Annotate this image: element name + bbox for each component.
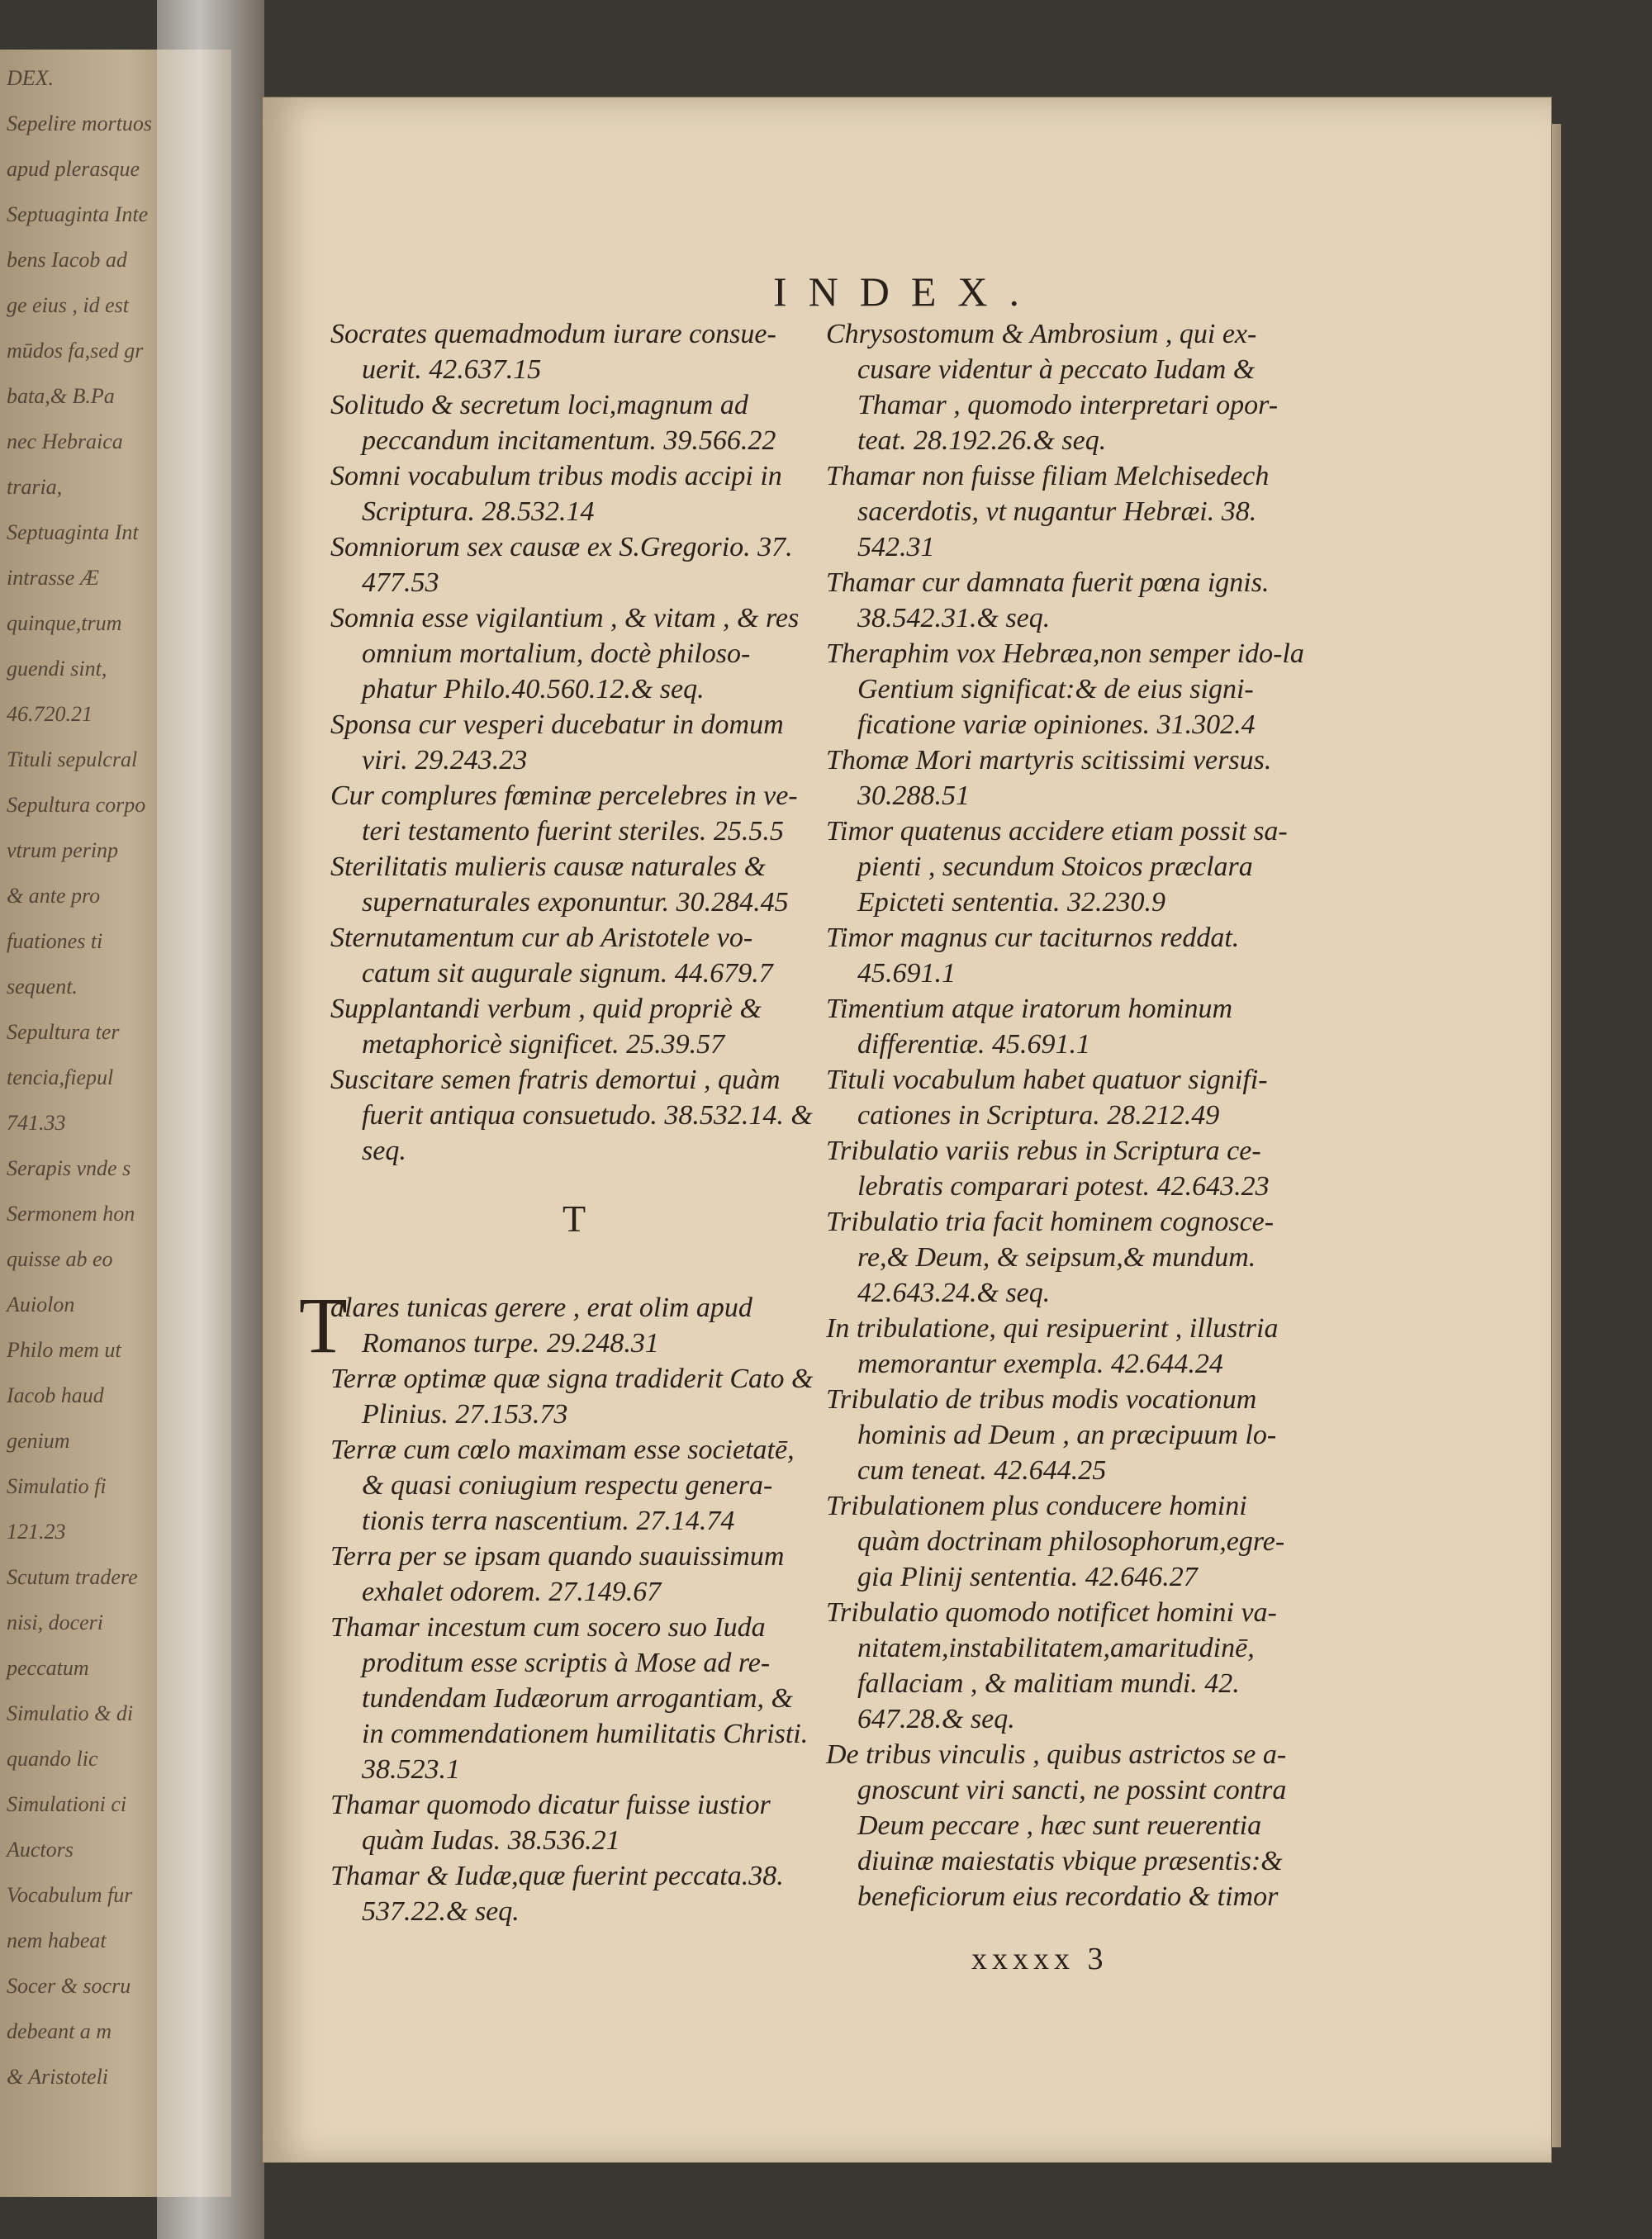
- index-entry: Timor quatenus accidere etiam possit sa-pienti , secundum Stoicos præclara Epicteti sententia. 32.230.9: [826, 816, 1288, 918]
- index-entry: Tribulatio variis rebus in Scriptura ce-lebratis comparari potest. 42.643.23: [826, 1136, 1270, 1202]
- left-page-fragment: Simulatio fi: [7, 1474, 107, 1498]
- index-entry: Somnia esse vigilantium , & vitam , & res omnium mortalium, doctè philoso-phatur Philo.40.560.12.& seq.: [330, 603, 800, 704]
- left-page-fragment: Socer & socru: [7, 1974, 131, 1998]
- left-page-fragment: mūdos fa,sed gr: [7, 339, 144, 363]
- index-entry: Terra per se ipsam quando suauissimum exhalet odorem. 27.149.67: [330, 1541, 785, 1607]
- index-entry: Somni vocabulum tribus modis accipi in Scriptura. 28.532.14: [330, 461, 782, 527]
- index-entry: Thomæ Mori martyris scitissimi versus. 30.288.51: [826, 745, 1272, 811]
- left-page-fragment: bens Iacob ad: [7, 248, 127, 272]
- left-page-fragment: Serapis vnde s: [7, 1156, 131, 1180]
- index-entry: Tribulatio quomodo notificet homini va-nitatem,instabilitatem,amaritudinē, fallaciam , & malitiam mundi. 42. 647.28.& seq.: [826, 1597, 1277, 1734]
- left-page-fragment: Septuaginta Inte: [7, 202, 149, 226]
- left-page-fragment: Sepultura corpo: [7, 793, 146, 817]
- left-page-fragment: genium: [7, 1429, 70, 1453]
- index-entry: Tribulatio de tribus modis vocationum hominis ad Deum , an præcipuum lo-cum teneat. 42.644.25: [826, 1384, 1277, 1486]
- left-page-fragment: vtrum perinp: [7, 838, 119, 862]
- left-page-fragment: fuationes ti: [7, 929, 103, 953]
- left-page-fragment: Scutum tradere: [7, 1565, 138, 1589]
- left-page-fragment: peccatum: [7, 1656, 89, 1680]
- left-page-fragment: apud plerasque: [7, 157, 140, 181]
- left-page-fragment: Simulationi ci: [7, 1792, 127, 1816]
- section-letter: T: [562, 1198, 586, 1240]
- index-entry: Theraphim vox Hebræa,non semper ido-la Gentium significat:& de eius signi-ficatione variæ opiniones. 31.302.4: [826, 638, 1304, 740]
- left-page-fragment: Sepultura ter: [7, 1020, 120, 1044]
- index-entry: Terræ optimæ quæ signa tradiderit Cato & Plinius. 27.153.73: [330, 1364, 814, 1430]
- left-page-fragment: quisse ab eo: [7, 1247, 113, 1271]
- index-entry: Timentium atque iratorum hominum differentiæ. 45.691.1: [826, 994, 1233, 1060]
- signature-mark: xxxxx 3: [971, 1942, 1108, 1976]
- index-entry: Suscitare semen fratris demortui , quàm fuerit antiqua consuetudo. 38.532.14. & seq.: [330, 1065, 813, 1166]
- left-page-fragment: quando lic: [7, 1747, 98, 1771]
- left-page-fragment: nec Hebraica: [7, 429, 123, 453]
- left-page-fragment: Sermonem hon: [7, 1202, 135, 1226]
- index-entry: Socrates quemadmodum iurare consue-uerit. 42.637.15: [330, 319, 776, 385]
- left-page-fragment: debeant a m: [7, 2019, 112, 2043]
- index-entry: Thamar incestum cum socero suo Iuda proditum esse scriptis à Mose ad re-tundendam Iudæorum arrogantiam, & in commendationem humilitatis Christi. 38.523.1: [330, 1612, 809, 1785]
- right-column: [826, 316, 1313, 1914]
- index-entry: Sponsa cur vesperi ducebatur in domum viri. 29.243.23: [330, 709, 784, 776]
- index-entry: Thamar & Iudæ,quæ fuerint peccata.38. 537.22.& seq.: [330, 1861, 784, 1927]
- index-entry: Supplantandi verbum , quid propriè & metaphoricè significet. 25.39.57: [330, 994, 762, 1060]
- index-page: [263, 97, 1551, 2162]
- index-entry: Sterilitatis mulieris causæ naturales & supernaturales exponuntur. 30.284.45: [330, 851, 789, 918]
- left-page-fragment: & ante pro: [7, 884, 101, 908]
- index-entry: Solitudo & secretum loci,magnum ad peccandum incitamentum. 39.566.22: [330, 390, 776, 456]
- left-page-fragment: Simulatio & di: [7, 1701, 134, 1725]
- left-column: [299, 316, 818, 1929]
- index-entry: Sternutamentum cur ab Aristotele vo-catum sit augurale signum. 44.679.7: [330, 923, 773, 989]
- left-page-fragment: sequent.: [7, 975, 78, 999]
- index-entry: In tribulatione, qui resipuerint , illustria memorantur exempla. 42.644.24: [826, 1313, 1279, 1379]
- left-page-fragment: 121.23: [7, 1520, 66, 1544]
- left-page-fragment: Sepelire mortuos: [7, 111, 152, 135]
- left-page-fragment: & Aristoteli: [7, 2065, 109, 2089]
- index-entry: Thamar cur damnata fuerit pœna ignis. 38.542.31.& seq.: [826, 567, 1270, 633]
- left-page-fragment: nem habeat: [7, 1928, 107, 1952]
- left-page-fragment: Vocabulum fur: [7, 1883, 133, 1907]
- index-entry: Thamar quomodo dicatur fuisse iustior quàm Iudas. 38.536.21: [330, 1790, 771, 1856]
- index-entry: Chrysostomum & Ambrosium , qui ex-cusare videntur à peccato Iudam & Thamar , quomodo interpretari opor-teat. 28.192.26.& seq.: [826, 319, 1279, 456]
- index-entry: Terræ cum cœlo maximam esse societatē, & quasi coniugium respectu genera-tionis terra nascentium. 27.14.74: [330, 1435, 795, 1536]
- index-entry: Thamar non fuisse filiam Melchisedech sacerdotis, vt nugantur Hebræi. 38. 542.31: [826, 461, 1270, 562]
- left-page-fragment: tencia,fiepul: [7, 1065, 114, 1089]
- index-entry: Talares tunicas gerere , erat olim apud Romanos turpe. 29.248.31: [299, 1281, 752, 1369]
- left-page-fragment: Auiolon: [7, 1293, 75, 1316]
- index-entry: De tribus vinculis , quibus astrictos se a-gnoscunt viri sancti, ne possint contra Deum peccare , hæc sunt reuerentia diuinæ maiestatis vbique præsentis:& beneficiorum eius recordatio & timor: [826, 1739, 1287, 1912]
- left-page-fragment: Auctors: [7, 1838, 74, 1862]
- left-page-fragment: traria,: [7, 475, 63, 499]
- left-page-fragment: Philo mem ut: [7, 1338, 121, 1362]
- index-entry: Tribulationem plus conducere homini quàm doctrinam philosophorum,egre-gia Plinij sententia. 42.646.27: [826, 1491, 1285, 1592]
- index-entry: Tituli vocabulum habet quatuor signifi-cationes in Scriptura. 28.212.49: [826, 1065, 1268, 1131]
- left-page-fragment: ge eius , id est: [7, 293, 130, 317]
- index-entry: Cur complures fœminæ percelebres in ve-teri testamento fuerint steriles. 25.5.5: [330, 780, 798, 847]
- left-page-fragment: 46.720.21: [7, 702, 93, 726]
- left-page-fragment: quinque,trum: [7, 611, 122, 635]
- index-entry: Somniorum sex causæ ex S.Gregorio. 37. 477.53: [330, 532, 793, 598]
- left-page-fragment: Iacob haud: [7, 1383, 104, 1407]
- book-gutter: [157, 0, 264, 2239]
- left-page-fragment: Septuaginta Int: [7, 520, 139, 544]
- left-page-fragment: Tituli sepulcral: [7, 747, 138, 771]
- index-entry: Tribulatio tria facit hominem cognosce-re,& Deum, & seipsum,& mundum. 42.643.24.& seq.: [826, 1207, 1275, 1308]
- left-page-fragment: DEX.: [7, 66, 55, 90]
- index-entry: Timor magnus cur taciturnos reddat. 45.691.1: [826, 923, 1240, 989]
- page-header: INDEX.: [772, 268, 1042, 315]
- left-page-fragment: intrasse Æ: [7, 566, 99, 590]
- left-page-fragment: 741.33: [7, 1111, 66, 1135]
- left-page-fragment: nisi, doceri: [7, 1610, 103, 1634]
- left-page-fragment: guendi sint,: [7, 657, 107, 681]
- left-page-fragment: bata,& B.Pa: [7, 384, 115, 408]
